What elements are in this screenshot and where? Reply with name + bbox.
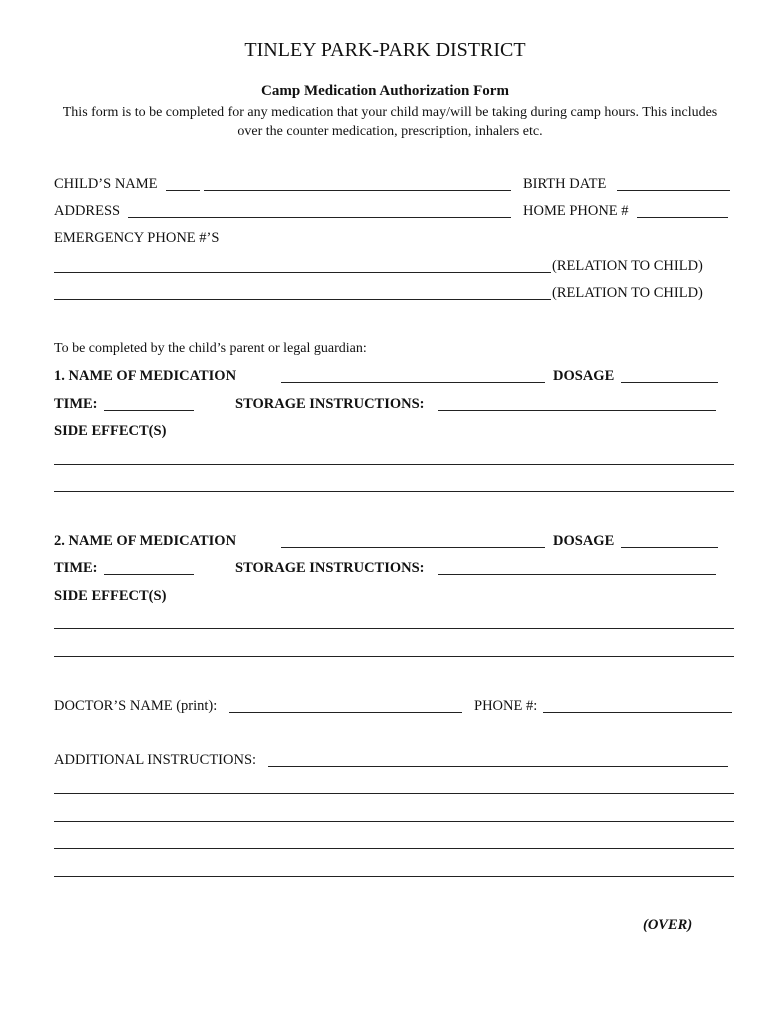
- medication-2-dosage-field[interactable]: [621, 547, 718, 548]
- childs-name-label: CHILD’S NAME: [54, 176, 158, 192]
- medication-2-side-effects-label: SIDE EFFECT(S): [54, 588, 167, 604]
- additional-instructions-label: ADDITIONAL INSTRUCTIONS:: [54, 752, 257, 768]
- doctor-name-field[interactable]: [229, 712, 462, 713]
- medication-2-storage-label: STORAGE INSTRUCTIONS:: [235, 560, 425, 576]
- additional-instructions-line-3[interactable]: [54, 848, 734, 849]
- relation-to-child-label-2: (RELATION TO CHILD): [552, 285, 703, 301]
- birth-date-field[interactable]: [617, 190, 730, 191]
- doctor-name-label: DOCTOR’S NAME (print):: [54, 698, 218, 714]
- medication-2-side-effects-line-2[interactable]: [54, 656, 734, 657]
- medication-1-dosage-field[interactable]: [621, 382, 718, 383]
- additional-instructions-line-4[interactable]: [54, 876, 734, 877]
- home-phone-field[interactable]: [637, 217, 728, 218]
- medication-2-storage-field[interactable]: [438, 574, 716, 575]
- home-phone-label: HOME PHONE #: [523, 203, 629, 219]
- additional-instructions-line-2[interactable]: [54, 821, 734, 822]
- medication-1-side-effects-line-1[interactable]: [54, 464, 734, 465]
- medication-1-side-effects-label: SIDE EFFECT(S): [54, 423, 167, 439]
- additional-instructions-line-1[interactable]: [54, 793, 734, 794]
- emergency-phone-field-2[interactable]: [54, 299, 551, 300]
- additional-instructions-field[interactable]: [268, 766, 728, 767]
- form-title: Camp Medication Authorization Form: [261, 83, 509, 99]
- medication-1-dosage-label: DOSAGE: [553, 368, 615, 384]
- emergency-phone-label: EMERGENCY PHONE #’S: [54, 230, 220, 246]
- medication-1-side-effects-line-2[interactable]: [54, 491, 734, 492]
- over-label: (OVER): [643, 917, 693, 933]
- address-label: ADDRESS: [54, 203, 121, 219]
- guardian-note: To be completed by the child’s parent or legal guardian:: [54, 341, 367, 356]
- medication-2-dosage-label: DOSAGE: [553, 533, 615, 549]
- medication-2-time-field[interactable]: [104, 574, 194, 575]
- form-intro: This form is to be completed for any medication that your child may/will be taking during camp hours. This includes over the counter medication, prescription, inhalers etc.: [62, 105, 718, 139]
- address-field[interactable]: [128, 217, 511, 218]
- medication-1-name-field[interactable]: [281, 382, 545, 383]
- medication-1-time-label: TIME:: [54, 396, 98, 412]
- medication-2-name-label: 2. NAME OF MEDICATION: [54, 533, 237, 549]
- medication-1-name-label: 1. NAME OF MEDICATION: [54, 368, 237, 384]
- medication-2-name-field[interactable]: [281, 547, 545, 548]
- birth-date-label: BIRTH DATE: [523, 176, 607, 192]
- organization-title: TINLEY PARK-PARK DISTRICT: [244, 39, 526, 61]
- medication-1-storage-field[interactable]: [438, 410, 716, 411]
- medication-1-time-field[interactable]: [104, 410, 194, 411]
- medication-2-time-label: TIME:: [54, 560, 98, 576]
- emergency-phone-field-1[interactable]: [54, 272, 551, 273]
- relation-to-child-label-1: (RELATION TO CHILD): [552, 258, 703, 274]
- childs-name-field-short[interactable]: [166, 190, 200, 191]
- doctor-phone-field[interactable]: [543, 712, 732, 713]
- doctor-phone-label: PHONE #:: [474, 698, 538, 714]
- medication-2-side-effects-line-1[interactable]: [54, 628, 734, 629]
- childs-name-field[interactable]: [204, 190, 511, 191]
- medication-1-storage-label: STORAGE INSTRUCTIONS:: [235, 396, 425, 412]
